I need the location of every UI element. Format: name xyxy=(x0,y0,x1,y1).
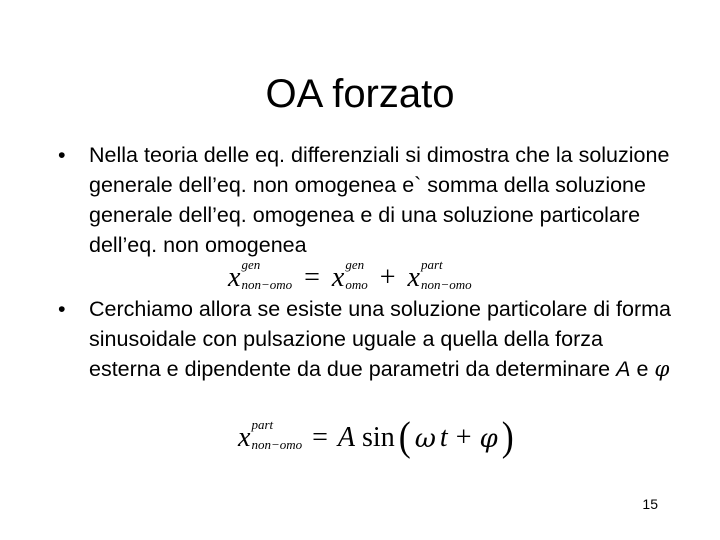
bullet-2-var-phi: φ xyxy=(654,357,670,382)
formula1-term2-sup: gen xyxy=(345,257,365,272)
formula2-sin: sin xyxy=(362,422,395,453)
formula1-term2-sub: omo xyxy=(345,277,368,292)
bullet-marker: • xyxy=(58,297,66,321)
bullet-marker: • xyxy=(58,143,66,167)
formula2-omega: ω xyxy=(414,424,436,454)
formula2-open-paren: ( xyxy=(398,413,411,459)
bullet-1-text: Nella teoria delle eq. differenziali si dimostra che la soluzione generale dell’eq. non omogenea e` somma della soluzione generale dell’eq. omogenea e di una soluzione particolare dell’eq. non omogenea xyxy=(89,143,670,257)
formula2-phi: φ xyxy=(479,424,498,454)
formula1-term3-base: x xyxy=(407,262,420,293)
bullet-2-conj: e xyxy=(636,357,649,381)
formula2-close-paren: ) xyxy=(501,413,514,459)
formula1-plus: + xyxy=(379,262,396,293)
formula1-term1-sup: gen xyxy=(241,257,261,272)
formula1-term1 xyxy=(228,258,292,294)
formula1-term2 xyxy=(332,258,368,294)
formula2-term-base: x xyxy=(238,422,251,453)
bullet-2-var-a: A xyxy=(616,357,631,381)
formula1-term2-base: x xyxy=(331,262,345,293)
formula2-amplitude: A xyxy=(337,422,356,453)
formula2-plus: + xyxy=(455,422,472,453)
formula2-term-sup: part xyxy=(251,417,274,432)
formula2-equals: = xyxy=(312,422,328,453)
formula1-term3 xyxy=(408,258,472,294)
slide-title: OA forzato xyxy=(265,72,455,116)
bullet-2-body: Cerchiamo allora se esiste una soluzione particolare di forma sinusoidale con pulsazione uguale a quella della forza esterna e dipendente da due parametri da determinare xyxy=(89,297,671,381)
formula-general-solution xyxy=(228,258,472,298)
formula1-term3-sub: non−omo xyxy=(420,277,472,292)
bullet-2-text xyxy=(58,294,678,385)
formula1-term1-base: x xyxy=(228,262,241,293)
formula1-equals: = xyxy=(304,262,320,293)
formula1-term1-sub: non−omo xyxy=(241,277,293,292)
formula1-term3-sup: part xyxy=(420,257,443,272)
formula-particular-solution xyxy=(238,413,514,459)
bullet-item-1 xyxy=(58,140,678,260)
bullet-item-2 xyxy=(58,294,678,385)
formula2-term-sub: non−omo xyxy=(251,437,303,452)
formula2-t: t xyxy=(439,422,448,453)
formula2-term xyxy=(238,418,302,454)
page-number: 15 xyxy=(642,496,658,512)
